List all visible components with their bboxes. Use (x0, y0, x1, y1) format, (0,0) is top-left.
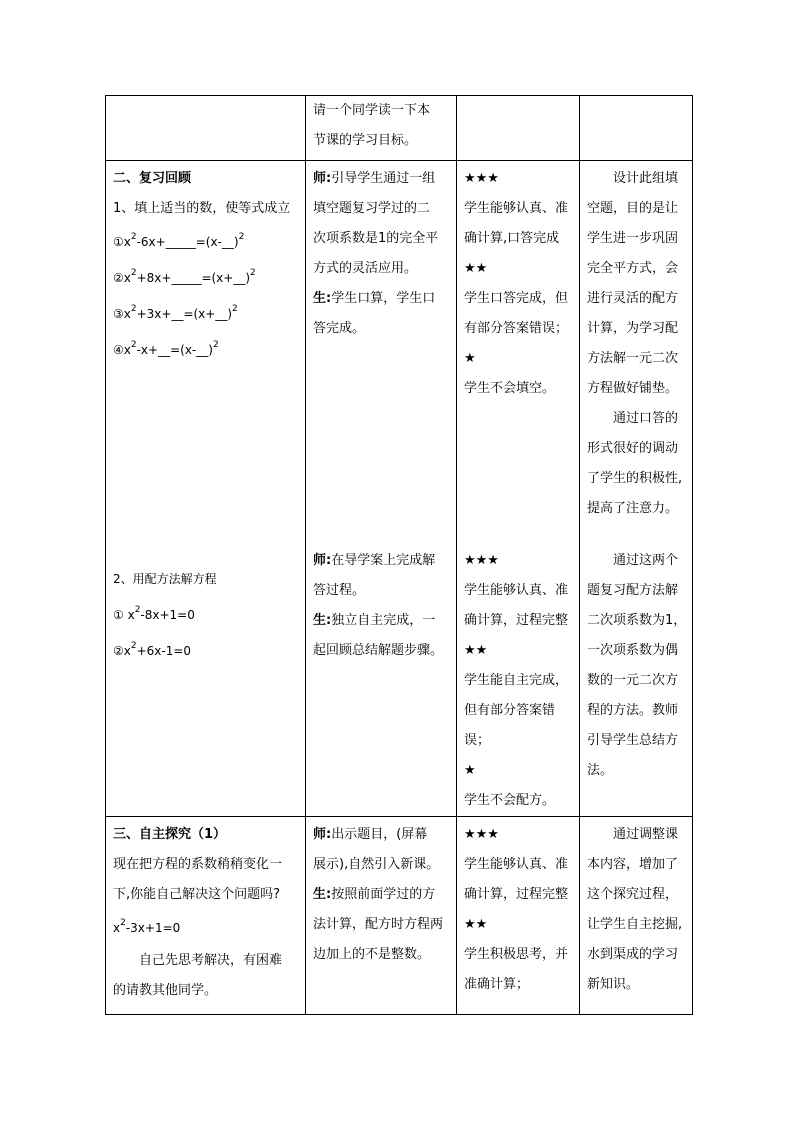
text-line: 填空题复习学过的二 (313, 201, 431, 216)
table-row (106, 96, 693, 161)
text-line: 空题，目的是让 (587, 201, 679, 216)
text-line: 方式的灵活应用。 (313, 261, 418, 276)
content-cell (106, 817, 306, 1015)
equation: $②x^2+6x-1=0$ (113, 641, 192, 658)
text-line: 方程做好铺垫。 (587, 381, 679, 396)
activity-cell (306, 161, 457, 817)
evaluation-cell (457, 161, 580, 817)
text-line: 数的一元二次方 (587, 673, 679, 688)
task-text: 1、填上适当的数，使等式成立 (113, 201, 291, 216)
equation: $x^2-3x+1=0$ (113, 918, 181, 935)
table-row (106, 161, 693, 817)
equation: ① $x^2-8x+1=0$ (113, 605, 195, 622)
equation: $③x^2+3x+\_\_=(x+\_\_)^2$ (113, 304, 238, 321)
text-line: 学生口答完成，但 (464, 291, 569, 306)
text-line: 确计算，过程完整 (464, 613, 569, 628)
activity-cell (306, 817, 457, 1015)
teacher-activity: 师:引导学生通过一组 (313, 171, 436, 186)
text-line: 学生能够认真、准 (464, 583, 569, 598)
evaluation-cell (457, 817, 580, 1015)
teacher-activity: 师:在导学案上完成解 (313, 553, 436, 568)
text-line: 引导学生总结方 (587, 733, 679, 748)
text-line: 请一个同学读一下本 (313, 103, 431, 118)
intent-cell (580, 817, 693, 1015)
activity-cell (306, 96, 457, 161)
star-rating: ★★ (464, 643, 488, 658)
text-line: 程的方法。教师 (587, 703, 679, 718)
text-line: 这个探究过程， (587, 887, 679, 902)
text-line: 学生能够认真、准 (464, 201, 569, 216)
text-line: 现在把方程的系数稍稍变化一 (113, 857, 283, 872)
section-heading: 三、自主探究（1） (113, 827, 227, 842)
text-line: 确计算,口答完成 (464, 231, 560, 246)
student-activity: 生:学生口算，学生口 (313, 291, 436, 306)
intent-cell (580, 96, 693, 161)
student-activity: 生:按照前面学过的方 (313, 887, 436, 902)
text-line: 学生不会填空。 (464, 381, 556, 396)
text-line: 进行灵活的配方 (587, 291, 679, 306)
text-line: 通过口答的 (613, 411, 679, 426)
text-line: 学生进一步巩固 (587, 231, 679, 246)
text-line: 边加上的不是整数。 (313, 947, 431, 962)
text-line: 但有部分答案错 (464, 703, 556, 718)
star-rating: ★★ (464, 917, 488, 932)
text-line: 本内容，增加了 (587, 857, 679, 872)
star-rating: ★★★ (464, 827, 499, 842)
section-heading: 二、复习回顾 (113, 171, 192, 186)
text-line: 通过这两个 (613, 553, 679, 568)
text-line: 新知识。 (587, 977, 640, 992)
text-line: 起回顾总结解题步骤。 (313, 643, 444, 658)
text-line: 方法解一元二次 (587, 351, 679, 366)
equation: $②x^2+8x+\_\_\_\_\_=(x+\_\_)^2$ (113, 268, 256, 285)
text-line: 学生积极思考，并 (464, 947, 569, 962)
text-line: 误； (464, 733, 491, 748)
task-text: 2、用配方法解方程 (113, 572, 217, 586)
text-line: 答过程。 (313, 583, 366, 598)
equation: $④x^2-x+\_\_=(x-\_\_)^2$ (113, 340, 219, 357)
text-line: 答完成。 (313, 321, 366, 336)
text-line: 一次项系数为偶 (587, 643, 679, 658)
teacher-activity: 师:出示题目，(屏幕 (313, 827, 428, 842)
text-line: 计算，为学习配 (587, 321, 679, 336)
content-cell (106, 96, 306, 161)
star-rating: ★ (464, 763, 476, 778)
text-line: 题复习配方法解 (587, 583, 679, 598)
text-line: 下,你能自己解决这个问题吗? (113, 887, 281, 902)
text-line: 形式很好的调动 (587, 441, 679, 456)
text-line: 法计算，配方时方程两 (313, 917, 444, 932)
lesson-plan-table (105, 95, 693, 1015)
text-line: 自己先思考解决，有困难 (139, 953, 283, 968)
star-rating: ★★★ (464, 553, 499, 568)
text-line: 法。 (587, 763, 614, 778)
text-line: 学生不会配方。 (464, 793, 556, 808)
text-line: 展示),自然引入新课。 (313, 857, 440, 872)
text-line: 提高了注意力。 (587, 501, 679, 516)
text-line: 节课的学习目标。 (313, 133, 418, 148)
text-line: 确计算，过程完整 (464, 887, 569, 902)
text-line: 学生能自主完成， (464, 673, 569, 688)
equation: $①x^2-6x+\_\_\_\_\_=(x-\_\_)^2$ (113, 232, 245, 249)
student-activity: 生:独立自主完成，一 (313, 613, 436, 628)
text-line: 设计此组填 (613, 171, 679, 186)
table-row (106, 817, 693, 1015)
text-line: 学生能够认真、准 (464, 857, 569, 872)
text-line: 让学生自主挖掘, (587, 917, 683, 932)
text-line: 二次项系数为1， (587, 613, 687, 628)
text-line: 完全平方式，会 (587, 261, 679, 276)
star-rating: ★★ (464, 261, 488, 276)
text-line: 水到渠成的学习 (587, 947, 679, 962)
text-line: 次项系数是1的完全平 (313, 231, 439, 246)
text-line: 了学生的积极性, (587, 471, 683, 486)
star-rating: ★★★ (464, 171, 499, 186)
text-line: 准确计算； (464, 977, 530, 992)
text-line: 的请教其他同学。 (113, 983, 218, 998)
intent-cell (580, 161, 693, 817)
evaluation-cell (457, 96, 580, 161)
content-cell (106, 161, 306, 817)
text-line: 通过调整课 (613, 827, 679, 842)
star-rating: ★ (464, 351, 476, 366)
text-line: 有部分答案错误； (464, 321, 569, 336)
